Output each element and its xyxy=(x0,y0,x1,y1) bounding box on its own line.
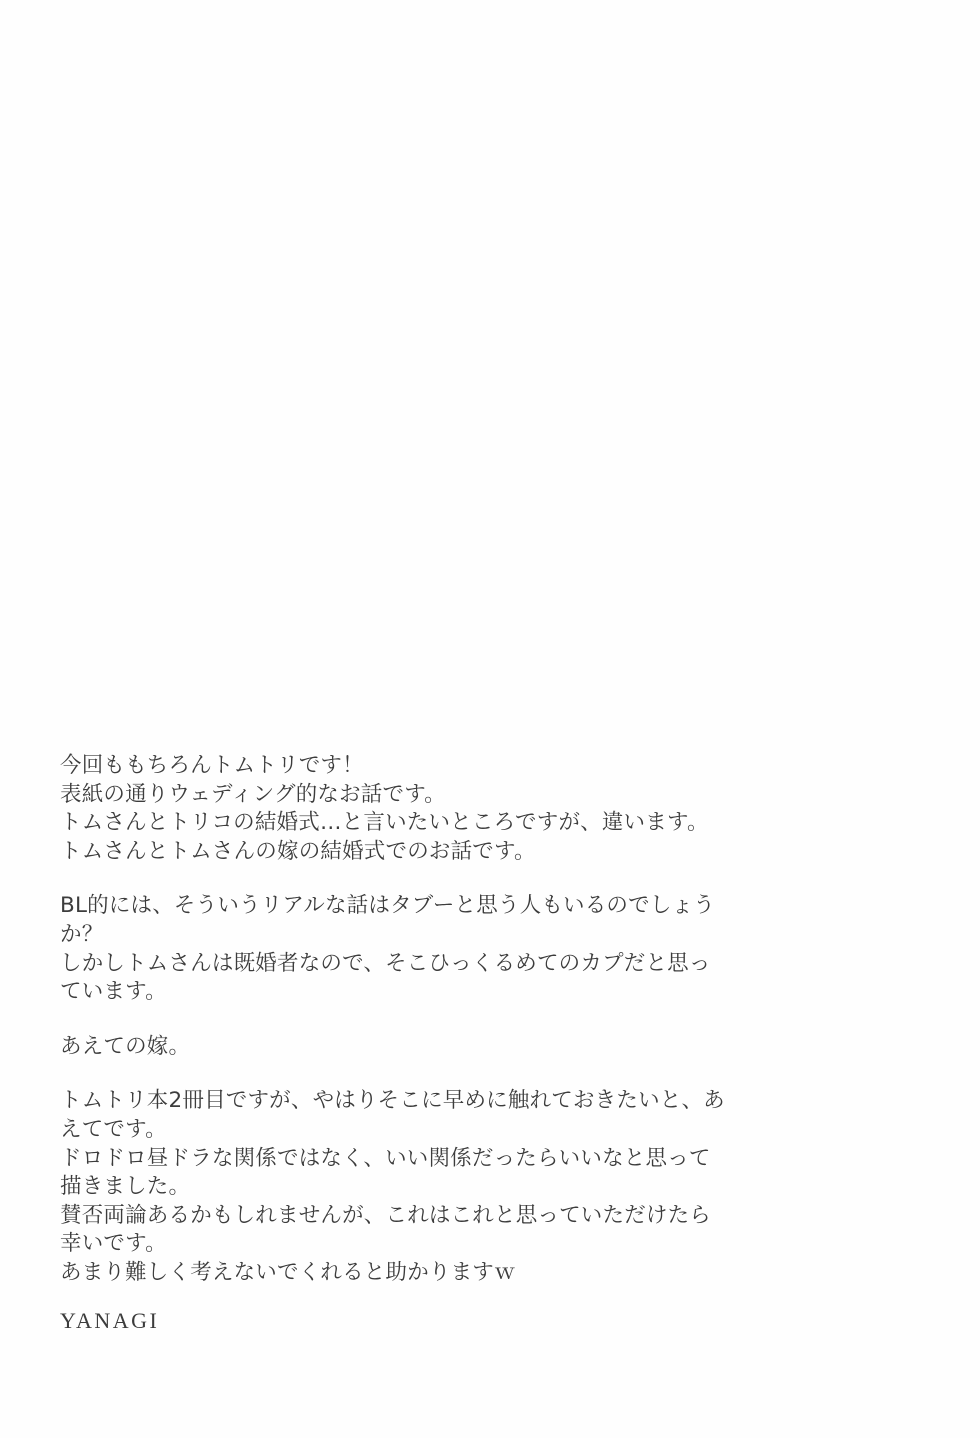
text-line: 幸いです。 xyxy=(60,1231,167,1257)
text-line: ています。 xyxy=(60,979,167,1005)
text-line: か？ xyxy=(60,921,104,947)
paragraph-3 xyxy=(60,1033,920,1062)
paragraph-1 xyxy=(60,752,920,866)
afterword-text-block xyxy=(60,752,920,1288)
text-line: 描きました。 xyxy=(60,1174,191,1200)
text-line: あえての嫁。 xyxy=(60,1033,191,1059)
text-line: トムトリ本2冊目ですが、やはりそこに早めに触れておきたいと、あ xyxy=(60,1088,725,1114)
text-line: 賛否両論あるかもしれませんが、これはこれと思っていただけたら xyxy=(60,1202,712,1228)
text-line: トムさんとトムさんの嫁の結婚式でのお話です。 xyxy=(60,838,536,864)
text-line: 表紙の通りウェディング的なお話です。 xyxy=(60,781,446,807)
text-line: BL的には、そういうリアルな話はタブーと思う人もいるのでしょう xyxy=(60,893,715,919)
text-line: あまり難しく考えないでくれると助かりますｗ xyxy=(60,1259,516,1285)
text-line: えてです。 xyxy=(60,1116,167,1142)
text-line: トムさんとトリコの結婚式…と言いたいところですが、違います。 xyxy=(60,810,709,836)
text-line: 今回ももちろんトムトリです！ xyxy=(60,753,364,778)
text-line: しかしトムさんは既婚者なので、そこひっくるめてのカプだと思っ xyxy=(60,950,711,976)
paragraph-4 xyxy=(60,1087,920,1287)
author-signature: YANAGI xyxy=(60,1308,160,1333)
paragraph-2 xyxy=(60,892,920,1006)
text-line: ドロドロ昼ドラな関係ではなく、いい関係だったらいいなと思って xyxy=(60,1145,711,1171)
